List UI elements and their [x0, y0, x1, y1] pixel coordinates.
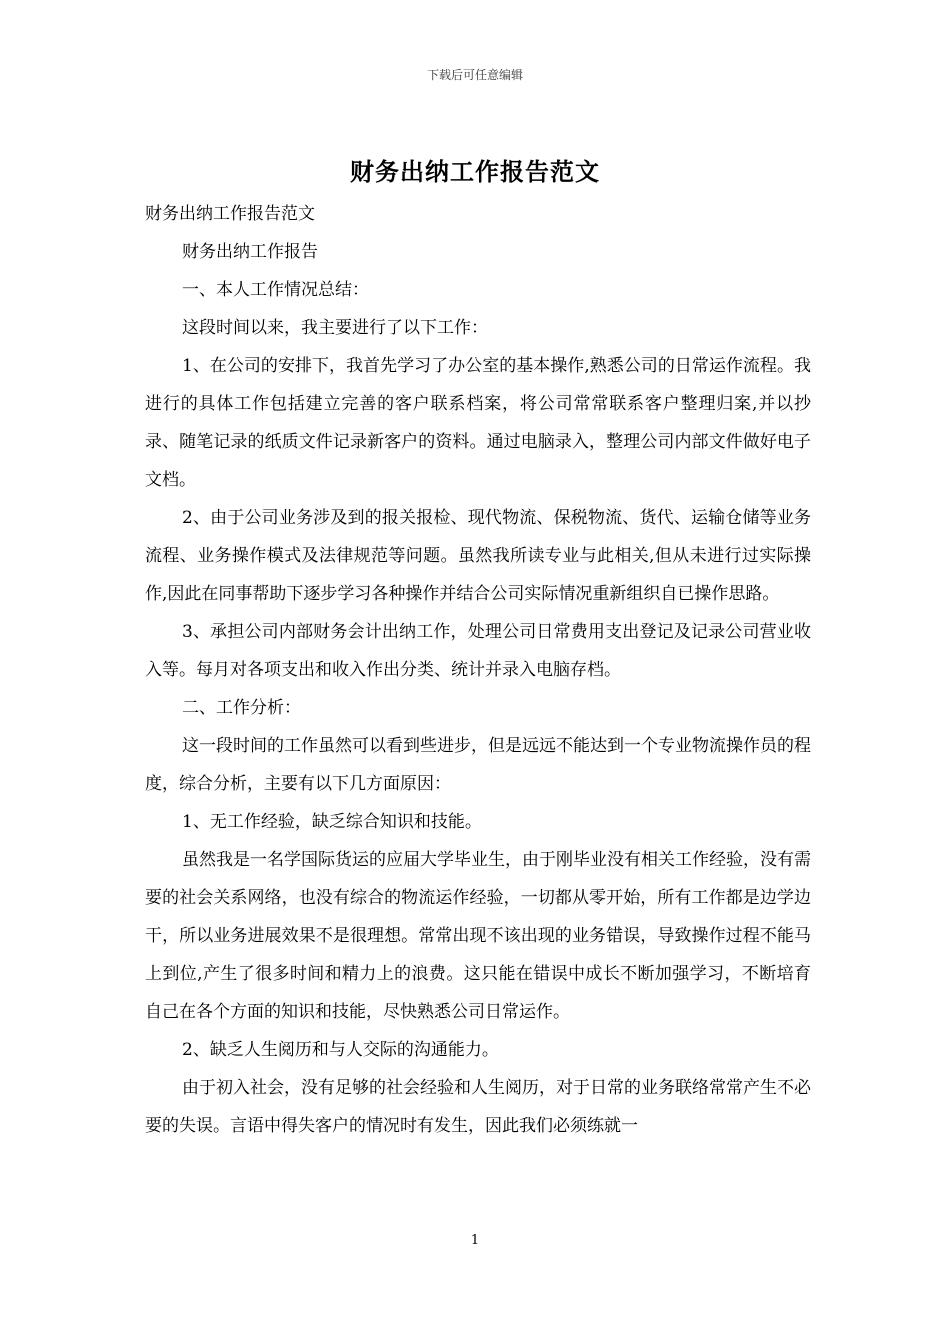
- paragraph: 虽然我是一名学国际货运的应届大学毕业生，由于刚毕业没有相关工作经验，没有需要的社会关系网络，也没有综合的物流运作经验，一切都从零开始，所有工作都是边学边干，所以业务进展效果不是很理想。常常出现不该出现的业务错误，导致操作过程不能马上到位,产生了很多时间和精力上的浪费。这只能在错误中成长不断加强学习，不断培育自己在各个方面的知识和技能，尽快熟悉公司日常运作。: [145, 850, 811, 1022]
- paragraph: 2、缺乏人生阅历和与人交际的沟通能力。: [182, 1040, 499, 1060]
- section-heading: 一、本人工作情况总结：: [182, 280, 369, 300]
- document-title: 财务出纳工作报告范文: [350, 157, 600, 186]
- document-body: [145, 195, 811, 1145]
- section-heading: 二、工作分析：: [182, 698, 301, 718]
- paragraph: 1、无工作经验，缺乏综合知识和技能。: [182, 812, 482, 832]
- paragraph: 由于初入社会，没有足够的社会经验和人生阅历，对于日常的业务联络常常产生不必要的失误。言语中得失客户的情况时有发生，因此我们必须练就一: [145, 1078, 811, 1136]
- page-header-note: 下载后可任意编辑: [426, 68, 523, 82]
- paragraph: 财务出纳工作报告范文: [145, 204, 315, 224]
- paragraph: 这一段时间的工作虽然可以看到些进步，但是远远不能达到一个专业物流操作员的程度，综合分析，主要有以下几方面原因：: [145, 736, 811, 794]
- paragraph: 财务出纳工作报告: [182, 242, 318, 262]
- paragraph: 2、由于公司业务涉及到的报关报检、现代物流、保税物流、货代、运输仓储等业务流程、业务操作模式及法律规范等问题。虽然我所读专业与此相关,但从未进行过实际操作,因此在同事帮助下逐步学习各种操作并结合公司实际情况重新组织自已操作思路。: [145, 508, 811, 604]
- page-number: 1: [470, 1233, 480, 1248]
- paragraph: 3、承担公司内部财务会计出纳工作，处理公司日常费用支出登记及记录公司营业收入等。每月对各项支出和收入作出分类、统计并录入电脑存档。: [145, 622, 811, 680]
- paragraph: 1、在公司的安排下，我首先学习了办公室的基本操作,熟悉公司的日常运作流程。我进行的具体工作包括建立完善的客户联系档案，将公司常常联系客户整理归案,并以抄录、随笔记录的纸质文件记录新客户的资料。通过电脑录入，整理公司内部文件做好电子文档。: [145, 356, 811, 490]
- paragraph: 这段时间以来，我主要进行了以下工作：: [182, 318, 488, 338]
